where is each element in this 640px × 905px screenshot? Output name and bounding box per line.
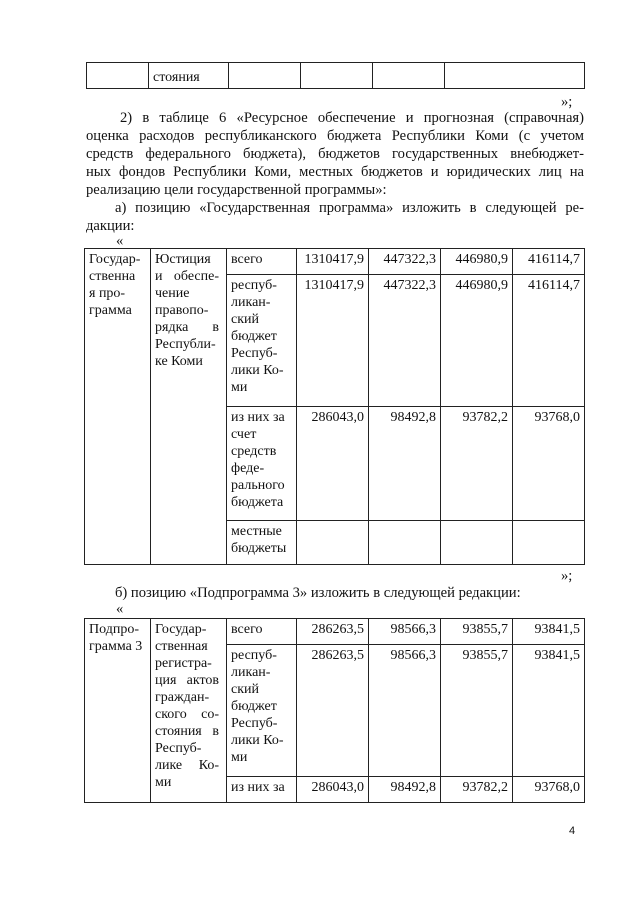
table2-value: 286263,5	[297, 619, 369, 645]
closing-quote-2: »;	[561, 568, 573, 584]
table2-value: 286043,0	[297, 777, 369, 803]
table1-status: Государ-ственная про-грамма	[89, 252, 141, 318]
table1-value: 446980,9	[441, 249, 513, 275]
table2-value: 93841,5	[513, 645, 585, 777]
table2-value: 93841,5	[513, 619, 585, 645]
table2-value: 93855,7	[441, 619, 513, 645]
table1-value	[297, 521, 369, 565]
table2-value: 286263,5	[297, 645, 369, 777]
table1-value: 1310417,9	[297, 249, 369, 275]
table-state-program	[84, 248, 585, 565]
table1-name-cell	[151, 249, 227, 565]
page-number: 4	[569, 825, 576, 837]
top-table-cell-text: стояния	[149, 63, 229, 89]
table1-value: 447322,3	[369, 275, 441, 407]
top-table-cell	[87, 63, 149, 89]
table1-value: 416114,7	[513, 249, 585, 275]
table1-value: 286043,0	[297, 407, 369, 521]
table1-value: 98492,8	[369, 407, 441, 521]
item-a-text: а) позицию «Государственная программа» изложить в следующей ре-	[115, 200, 584, 216]
table2-status-cell	[85, 619, 151, 803]
table2-value: 93782,2	[441, 777, 513, 803]
table1-value: 416114,7	[513, 275, 585, 407]
top-table-cell	[229, 63, 301, 89]
top-table-cell	[373, 63, 445, 89]
table2-source: всего	[227, 619, 297, 645]
table1-value	[513, 521, 585, 565]
para2-line-5: реализацию цели государственной программы»:	[86, 182, 387, 198]
top-table-fragment	[86, 62, 585, 89]
table2-source	[227, 645, 297, 777]
item-a-continuation: дакции:	[86, 218, 135, 234]
table2-value: 93855,7	[441, 645, 513, 777]
table2-name-cell	[151, 619, 227, 803]
table1-source-text: респуб-ликан-ский бюджет Респуб-лики Ко-ми	[231, 278, 284, 395]
para2-line-4: ных фондов Республики Коми, местных бюджетов и юридических лиц на	[86, 164, 584, 180]
table1-value: 93768,0	[513, 407, 585, 521]
table1-value: 93782,2	[441, 407, 513, 521]
table2-name: Государ-ственная регистра-ция актов граждан-ского со-стояния в Респуб-лике Ко-ми	[155, 622, 219, 790]
table2-status: Подпро-грамма 3	[89, 622, 143, 654]
opening-quote-2: «	[116, 601, 124, 617]
table1-value: 1310417,9	[297, 275, 369, 407]
table2-value: 98566,3	[369, 645, 441, 777]
table1-source: всего	[227, 249, 297, 275]
item-b-text: б) позицию «Подпрограмма 3» изложить в следующей редакции:	[115, 585, 521, 601]
table1-value: 447322,3	[369, 249, 441, 275]
table2-value: 98492,8	[369, 777, 441, 803]
table-subprogram-3	[84, 618, 585, 803]
para2-line-2: оценка расходов республиканского бюджета Республики Коми (с учетом	[86, 128, 584, 144]
table1-name: Юстиция и обеспе-чение правопо-рядка в Республи-ке Коми	[155, 252, 219, 369]
opening-quote-1: «	[116, 233, 124, 249]
closing-quote-1: »;	[561, 94, 573, 110]
table2-source-text: респуб-ликан-ский бюджет Респуб-лики Ко-ми	[231, 648, 284, 765]
table1-value	[369, 521, 441, 565]
para2-line-1: 2) в таблице 6 «Ресурсное обеспечение и прогнозная (справочная)	[120, 110, 584, 126]
table1-status-cell	[85, 249, 151, 565]
table2-value: 93768,0	[513, 777, 585, 803]
table1-source-text: местные бюджеты	[231, 524, 287, 556]
table1-source	[227, 521, 297, 565]
table1-source-text: из них за счет средств феде-рального бюджета	[231, 410, 285, 510]
table2-source: из них за	[227, 777, 297, 803]
top-table-cell	[301, 63, 373, 89]
table1-source	[227, 275, 297, 407]
top-table-cell	[445, 63, 585, 89]
table1-value: 446980,9	[441, 275, 513, 407]
para2-line-3: средств федерального бюджета), бюджетов государственных внебюджет-	[86, 146, 584, 162]
table1-source	[227, 407, 297, 521]
table1-value	[441, 521, 513, 565]
table2-value: 98566,3	[369, 619, 441, 645]
